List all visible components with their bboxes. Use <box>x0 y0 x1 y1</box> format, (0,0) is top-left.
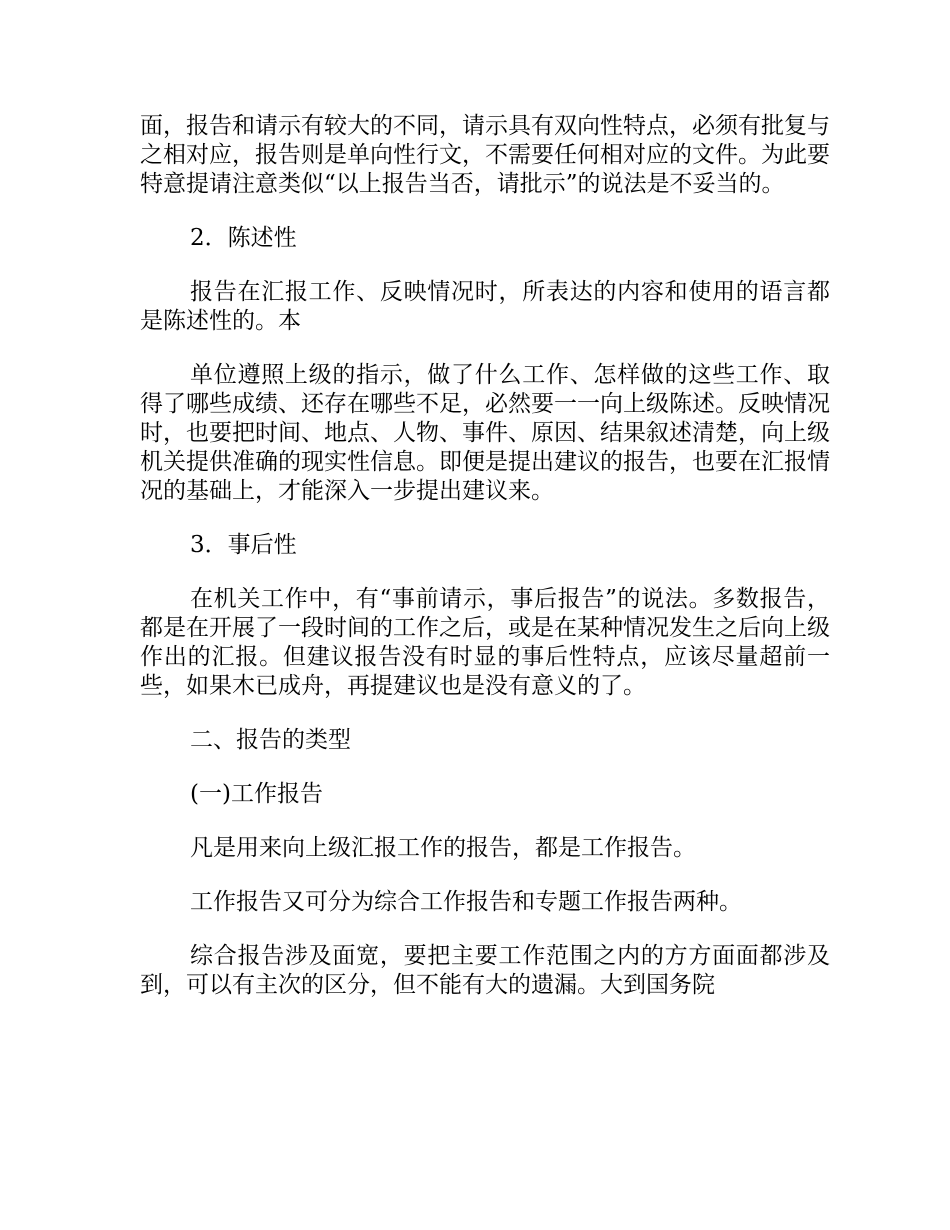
subheading-retrospective: 3．事后性 <box>190 532 297 558</box>
paragraph: 工作报告又可分为综合工作报告和专题工作报告两种。 <box>190 889 742 915</box>
document-body <box>140 112 830 1025</box>
subheading-work-report: (一)工作报告 <box>190 781 323 807</box>
subheading-narrative: 2．陈述性 <box>190 225 297 251</box>
paragraph-continuation: 面，报告和请示有较大的不同，请示具有双向性特点，必须有批复与之相对应，报告则是单向性行文，不需要任何相对应的文件。为此要特意提请注意类似“以上报告当否，请批示”的说法是不妥当的。 <box>140 113 830 197</box>
section-heading-report-types: 二、报告的类型 <box>190 727 351 753</box>
paragraph: 在机关工作中，有“事前请示，事后报告”的说法。多数报告，都是在开展了一段时间的工作之后，或是在某种情况发生之后向上级作出的汇报。但建议报告没有时显的事后性特点，应该尽量超前一些，如果木已成舟，再提建议也是没有意义的了。 <box>140 586 830 699</box>
paragraph: 综合报告涉及面宽，要把主要工作范围之内的方方面面都涉及到，可以有主次的区分，但不能有大的遗漏。大到国务院 <box>140 943 830 998</box>
paragraph: 报告在汇报工作、反映情况时，所表达的内容和使用的语言都是陈述性的。本 <box>140 279 830 334</box>
paragraph: 凡是用来向上级汇报工作的报告，都是工作报告。 <box>190 835 696 861</box>
paragraph: 单位遵照上级的指示，做了什么工作、怎样做的这些工作、取得了哪些成绩、还存在哪些不足，必然要一一向上级陈述。反映情况时，也要把时间、地点、人物、事件、原因、结果叙述清楚，向上级机关提供准确的现实性信息。即便是提出建议的报告，也要在汇报情况的基础上，才能深入一步提出建议来。 <box>140 362 830 504</box>
